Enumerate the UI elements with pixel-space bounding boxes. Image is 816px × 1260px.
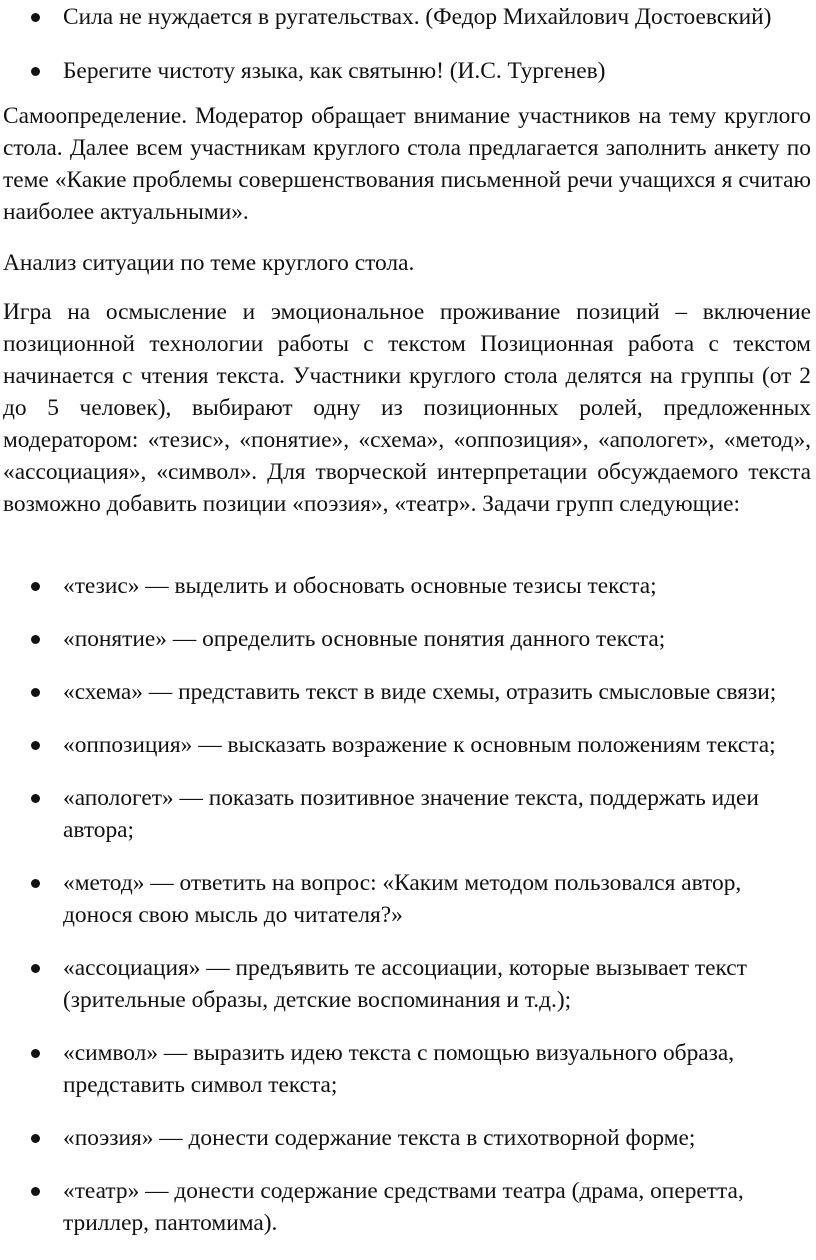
role-text: «понятие» — определить основные понятия данного текста; — [63, 626, 666, 652]
list-item — [0, 1, 816, 33]
bullet-icon — [31, 688, 40, 697]
list-item — [0, 729, 816, 761]
list-item — [0, 570, 816, 602]
bullet-icon — [31, 1049, 40, 1058]
bullet-icon — [31, 67, 40, 76]
list-item — [0, 623, 816, 655]
quotes-list — [0, 1, 816, 109]
role-text: «символ» — выразить идею текста с помощью визуального образа, представить символ текста; — [63, 1040, 735, 1098]
role-text: «схема» — представить текст в виде схемы, отразить смысловые связи; — [63, 679, 777, 705]
list-item — [0, 867, 816, 931]
list-item — [0, 55, 816, 87]
bullet-icon — [31, 635, 40, 644]
quote-text: Берегите чистоту языка, как святыню! (И.С. Тургенев) — [63, 58, 606, 84]
list-item — [0, 952, 816, 1016]
role-text: «поэзия» — донести содержание текста в стихотворной форме; — [63, 1125, 696, 1151]
bullet-icon — [31, 1187, 40, 1196]
role-text: «апологет» — показать позитивное значение текста, поддержать идеи автора; — [63, 785, 759, 843]
bullet-icon — [31, 741, 40, 750]
list-item — [0, 1175, 816, 1239]
list-item — [0, 676, 816, 708]
role-text: «театр» — донести содержание средствами театра (драма, оперетта, триллер, пантомима). — [63, 1178, 744, 1236]
bullet-icon — [31, 13, 40, 22]
quote-text: Сила не нуждается в ругательствах. (Федор Михайлович Достоевский) — [63, 4, 772, 30]
role-text: «метод» — ответить на вопрос: «Каким методом пользовался автор, донося свою мысль до читателя?» — [63, 870, 742, 928]
role-text: «оппозиция» — высказать возражение к основным положениям текста; — [63, 732, 776, 758]
bullet-icon — [31, 794, 40, 803]
bullet-icon — [31, 1134, 40, 1143]
list-item — [0, 782, 816, 846]
role-text: «тезис» — выделить и обосновать основные тезисы текста; — [63, 573, 657, 599]
bullet-icon — [31, 879, 40, 888]
paragraph-analysis: Анализ ситуации по теме круглого стола. — [3, 250, 415, 276]
list-item — [0, 1037, 816, 1101]
role-text: «ассоциация» — предъявить те ассоциации, которые вызывает текст (зрительные образы, детские воспоминания и т.д.); — [63, 955, 747, 1013]
paragraph-game: Игра на осмысление и эмоциональное проживание позиций – включение позиционной технологии работы с текстом Позиционная работа с текстом начинается с чтения текста. Участники круглого стола делятся на группы (от 2 до 5 человек), выбирают одну из позиционных ролей, предложенных модератором: «тезис», «понятие», «схема», «оппозиция», «апологет», «метод», «ассоциация», «символ». Для творческой интерпретации обсуждаемого текста возможно добавить позиции «поэзия», «театр». Задачи групп следующие: — [3, 299, 811, 517]
paragraph-self-determination: Самоопределение. Модератор обращает внимание участников на тему круглого стола. Далее всем участникам круглого стола предлагается заполнить анкету по теме «Какие проблемы совершенствования письменной речи учащихся я считаю наиболее актуальными». — [3, 103, 811, 225]
roles-list — [0, 570, 816, 1260]
bullet-icon — [31, 964, 40, 973]
list-item — [0, 1122, 816, 1154]
bullet-icon — [31, 582, 40, 591]
